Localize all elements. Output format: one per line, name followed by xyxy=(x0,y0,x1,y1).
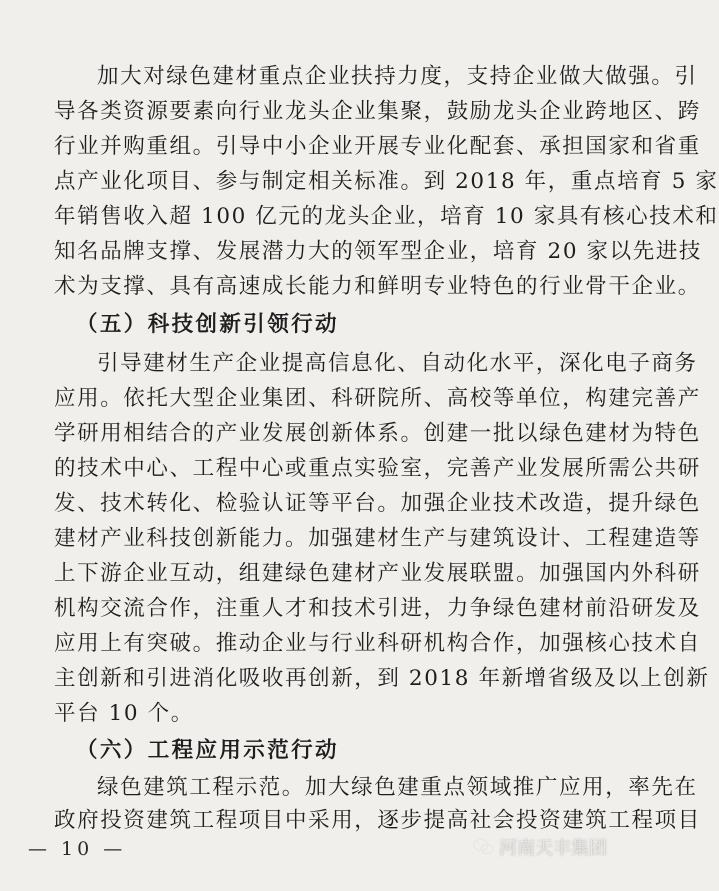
paragraph-line: 加大对绿色建材重点企业扶持力度，支持企业做大做强。引 xyxy=(97,64,698,89)
paragraph-line: 主创新和引进消化吸收再创新，到 2018 年新增省级及以上创新 xyxy=(54,666,710,691)
paragraph-line: 引导建材生产企业提高信息化、自动化水平，深化电子商务 xyxy=(97,351,698,376)
paragraph-line: 平台 10 个。 xyxy=(54,701,194,726)
paragraph-line: 术为支撑、具有高速成长能力和鲜明专业特色的行业骨干企业。 xyxy=(54,274,701,299)
paragraph-line: 点产业化项目、参与制定相关标准。到 2018 年，重点培育 5 家 xyxy=(54,169,719,194)
page-number: — 10 — xyxy=(28,838,127,860)
paragraph-line: 政府投资建筑工程项目中采用，逐步提高社会投资建筑工程项目 xyxy=(54,808,701,833)
paragraph-line: 学研用相结合的产业发展创新体系。创建一批以绿色建材为特色 xyxy=(54,421,701,446)
paragraph-line: 应用上有突破。推动企业与行业科研机构合作，加强核心技术自 xyxy=(54,631,701,656)
paragraph-line: 年销售收入超 100 亿元的龙头企业，培育 10 家具有核心技术和 xyxy=(54,204,719,229)
paragraph-line: 的技术中心、工程中心或重点实验室，完善产业发展所需公共研 xyxy=(54,456,701,481)
paragraph-line: 机构交流合作，注重人才和技术引进，力争绿色建材前沿研发及 xyxy=(54,596,701,621)
paragraph-line: 知名品牌支撑、发展潜力大的领军型企业，培育 20 家以先进技 xyxy=(54,239,703,264)
section-heading: （五）科技创新引领行动 xyxy=(76,312,339,337)
paragraph-line: 应用。依托大型企业集团、科研院所、高校等单位，构建完善产 xyxy=(54,386,701,411)
paragraph-line: 行业并购重组。引导中小企业开展专业化配套、承担国家和省重 xyxy=(54,134,701,159)
section-heading: （六）工程应用示范行动 xyxy=(76,738,339,763)
paragraph-line: 绿色建筑工程示范。加大绿色建重点领域推广应用，率先在 xyxy=(97,775,698,800)
paragraph-line: 上下游企业互动，组建绿色建材产业发展联盟。加强国内外科研 xyxy=(54,561,701,586)
paragraph-line: 导各类资源要素向行业龙头企业集聚，鼓励龙头企业跨地区、跨 xyxy=(54,99,701,124)
watermark xyxy=(473,834,607,860)
wechat-icon xyxy=(473,838,495,856)
paragraph-line: 发、技术转化、检验认证等平台。加强企业技术改造，提升绿色 xyxy=(54,491,701,516)
paragraph-line: 建材产业科技创新能力。加强建材生产与建筑设计、工程建造等 xyxy=(54,526,701,551)
watermark-text: 河南天丰集团 xyxy=(499,838,607,859)
